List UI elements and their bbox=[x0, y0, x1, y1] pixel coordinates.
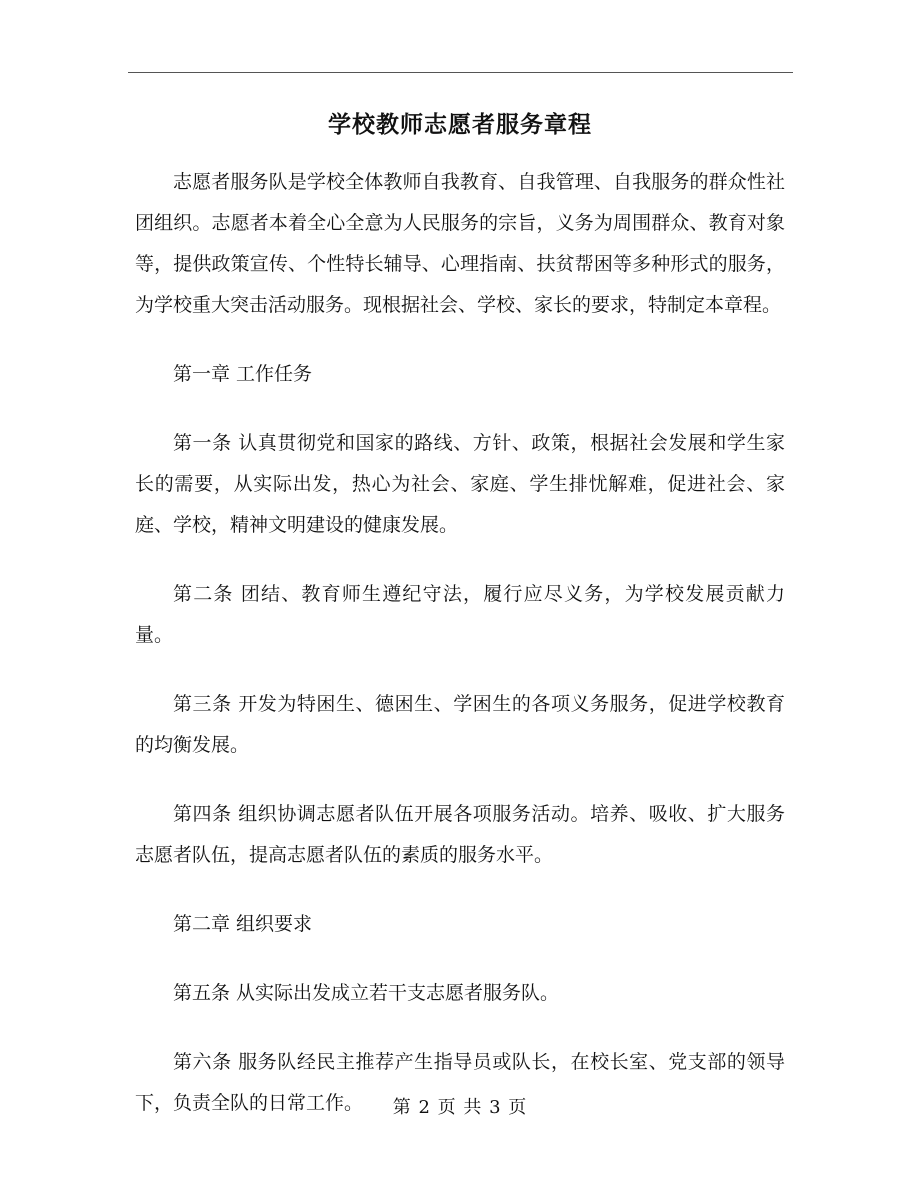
intro-paragraph: 志愿者服务队是学校全体教师自我教育、自我管理、自我服务的群众性社团组织。志愿者本着全心全意为人民服务的宗旨，义务为周围群众、教育对象等，提供政策宣传、个性特长辅导、心理指南、扶贫帮困等多种形式的服务，为学校重大突击活动服务。现根据社会、学校、家长的要求，特制定本章程。 bbox=[135, 171, 785, 316]
chapter-heading-2: 第二章 组织要求 bbox=[173, 913, 313, 935]
document-title: 学校教师志愿者服务章程 bbox=[328, 111, 592, 138]
header-rule bbox=[128, 72, 793, 73]
document-body bbox=[135, 162, 785, 1152]
article-2: 第二条 团结、教育师生遵纪守法，履行应尽义务，为学校发展贡献力量。 bbox=[135, 583, 785, 646]
article-6: 第六条 服务队经民主推荐产生指导员或队长，在校长室、党支部的领导下，负责全队的日常工作。 bbox=[135, 1051, 785, 1114]
article-1: 第一条 认真贯彻党和国家的路线、方针、政策，根据社会发展和学生家长的需要，从实际出发，热心为社会、家庭、学生排忧解难，促进社会、家庭、学校，精神文明建设的健康发展。 bbox=[135, 432, 785, 536]
page-number-footer: 第 2 页 共 3 页 bbox=[392, 1097, 528, 1118]
article-4: 第四条 组织协调志愿者队伍开展各项服务活动。培养、吸收、扩大服务志愿者队伍，提高志愿者队伍的素质的服务水平。 bbox=[135, 803, 785, 866]
article-3: 第三条 开发为特困生、德困生、学困生的各项义务服务，促进学校教育的均衡发展。 bbox=[135, 693, 785, 756]
article-5: 第五条 从实际出发成立若干支志愿者服务队。 bbox=[173, 982, 560, 1004]
chapter-heading-1: 第一章 工作任务 bbox=[173, 363, 313, 385]
